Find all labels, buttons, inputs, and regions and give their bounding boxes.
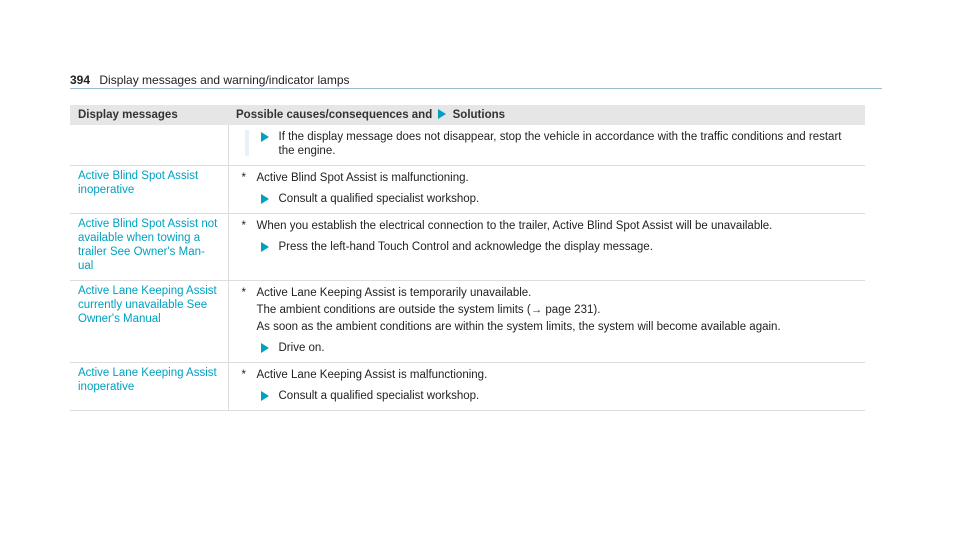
causes-cell <box>228 166 865 214</box>
solution-step <box>237 240 858 254</box>
table-row <box>70 363 865 411</box>
display-message-text: Active Blind Spot Assist not available when towing a trailer See Owner's Man- ual <box>70 214 228 281</box>
cause-item <box>237 368 858 382</box>
cause-text: Active Blind Spot Assist is malfunctioning. <box>256 172 469 184</box>
triangle-arrow-icon <box>261 242 269 252</box>
causes-cell <box>228 363 865 411</box>
header-divider <box>70 88 882 89</box>
solution-text: Press the left-hand Touch Control and acknowledge the display message. <box>278 241 653 253</box>
triangle-arrow-icon <box>261 194 269 204</box>
table-row-continued <box>70 125 865 166</box>
page-number: 394 <box>70 73 91 87</box>
page-reference-link[interactable]: page 231 <box>545 304 594 316</box>
solution-text: Consult a qualified specialist workshop. <box>278 193 480 205</box>
triangle-arrow-icon <box>261 132 269 142</box>
solution-text: Consult a qualified specialist workshop. <box>278 390 480 402</box>
cause-text: When you establish the electrical connection to the trailer, Active Blind Spot Assist will be unavailable. <box>256 220 773 232</box>
bullet-star: * <box>241 172 246 184</box>
solution-step <box>237 341 858 355</box>
page-reference-arrow-icon: → <box>530 304 543 316</box>
cause-detail <box>237 303 858 317</box>
solution-step <box>237 130 858 158</box>
cause-item <box>237 219 858 233</box>
causes-cell <box>228 214 865 281</box>
display-message-text: Active Lane Keeping Assist inoperative <box>70 363 228 411</box>
table-row <box>70 166 865 214</box>
cause-detail <box>237 320 858 334</box>
display-message-text: Active Lane Keeping Assist currently unavailable See Owner's Manual <box>70 281 228 363</box>
solution-text: If the display message does not disappear, stop the vehicle in accordance with the traffic conditions and restart the engine. <box>278 131 842 157</box>
display-message-text: Active Blind Spot Assist inoperative <box>70 166 228 214</box>
table-header-row <box>70 105 865 125</box>
cause-item <box>237 286 858 300</box>
cause-text: Active Lane Keeping Assist is malfunctioning. <box>256 369 488 381</box>
col-header-solutions-label: Solutions <box>452 109 506 121</box>
col-header-display-messages: Display messages <box>70 105 228 125</box>
col-header-causes-solutions <box>228 105 865 125</box>
solution-text: Drive on. <box>278 342 325 354</box>
cause-item <box>237 171 858 185</box>
col-header-causes-label: Possible causes/consequences and <box>236 109 433 121</box>
display-messages-table <box>70 105 865 411</box>
solutions-cell <box>228 125 865 166</box>
table-row <box>70 214 865 281</box>
triangle-arrow-icon <box>261 343 269 353</box>
triangle-arrow-icon <box>261 391 269 401</box>
bullet-star: * <box>241 287 246 299</box>
triangle-arrow-icon <box>438 109 446 119</box>
page-header <box>70 73 880 88</box>
cause-detail-suffix: ). <box>593 304 601 316</box>
solution-step <box>237 389 858 403</box>
bullet-star: * <box>241 369 246 381</box>
page-header-title: Display messages and warning/indicator lamps <box>99 73 350 87</box>
cause-detail-text: The ambient conditions are outside the system limits ( <box>256 304 531 316</box>
causes-cell <box>228 281 865 363</box>
solution-step <box>237 192 858 206</box>
continuation-marker <box>245 130 249 156</box>
cause-detail-text: As soon as the ambient conditions are within the system limits, the system will become available again. <box>256 321 781 333</box>
bullet-star: * <box>241 220 246 232</box>
cause-text: Active Lane Keeping Assist is temporarily unavailable. <box>256 287 532 299</box>
table-row <box>70 281 865 363</box>
message-cell-empty <box>70 125 228 166</box>
